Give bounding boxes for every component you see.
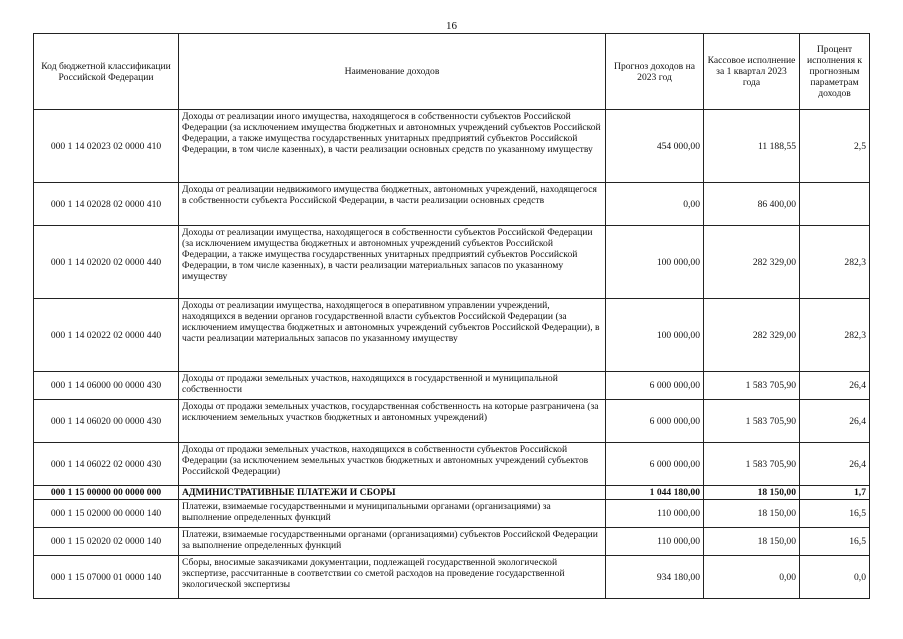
row-percent: 26,4 (800, 400, 870, 443)
row-code: 000 1 14 02022 02 0000 440 (34, 299, 179, 372)
row-forecast: 100 000,00 (606, 299, 704, 372)
row-forecast: 1 044 180,00 (606, 486, 704, 500)
row-actual: 18 150,00 (704, 528, 800, 556)
revenue-table (33, 33, 870, 599)
table-row (34, 299, 870, 372)
row-forecast: 454 000,00 (606, 110, 704, 183)
row-percent: 1,7 (800, 486, 870, 500)
row-percent: 282,3 (800, 226, 870, 299)
header-forecast: Прогноз доходов на 2023 год (606, 34, 704, 110)
row-percent: 0,0 (800, 556, 870, 599)
row-actual: 1 583 705,90 (704, 443, 800, 486)
row-name: АДМИНИСТРАТИВНЫЕ ПЛАТЕЖИ И СБОРЫ (179, 486, 606, 500)
table-row (34, 500, 870, 528)
row-percent (800, 183, 870, 226)
row-name: Доходы от реализации недвижимого имущества бюджетных, автономных учреждений, находящегося в собственности субъекта Российской Федерации, в части реализации основных средств (179, 183, 606, 226)
table-row (34, 528, 870, 556)
row-actual: 86 400,00 (704, 183, 800, 226)
row-name: Доходы от продажи земельных участков, находящихся в собственности субъектов Российской Федерации (за исключением земельных участков бюджетных и автономных учреждений субъектов Российской Федерации) (179, 443, 606, 486)
row-code: 000 1 14 06000 00 0000 430 (34, 372, 179, 400)
row-percent: 16,5 (800, 500, 870, 528)
row-forecast: 0,00 (606, 183, 704, 226)
row-code: 000 1 14 06020 00 0000 430 (34, 400, 179, 443)
row-actual: 282 329,00 (704, 299, 800, 372)
row-code: 000 1 15 00000 00 0000 000 (34, 486, 179, 500)
row-name: Платежи, взимаемые государственными и муниципальными органами (организациями) за выполнение определенных функций (179, 500, 606, 528)
row-actual: 11 188,55 (704, 110, 800, 183)
table-row (34, 183, 870, 226)
row-code: 000 1 15 02000 00 0000 140 (34, 500, 179, 528)
header-name: Наименование доходов (179, 34, 606, 110)
row-forecast: 6 000 000,00 (606, 372, 704, 400)
row-code: 000 1 14 02028 02 0000 410 (34, 183, 179, 226)
row-name: Доходы от продажи земельных участков, находящихся в государственной и муниципальной собственности (179, 372, 606, 400)
row-forecast: 100 000,00 (606, 226, 704, 299)
row-code: 000 1 15 02020 02 0000 140 (34, 528, 179, 556)
row-code: 000 1 14 02023 02 0000 410 (34, 110, 179, 183)
table-row (34, 110, 870, 183)
row-actual: 0,00 (704, 556, 800, 599)
row-name: Доходы от реализации имущества, находящегося в оперативном управлении учреждений, находящихся в ведении органов государственной власти субъектов Российской Федерации (за исключением имущества бюджетных и автономных учреждений субъектов Российской Федерации), в части реализации материальных запасов по указанному имуществу (179, 299, 606, 372)
row-name: Платежи, взимаемые государственными органами (организациями) субъектов Российской Федерации за выполнение определенных функций (179, 528, 606, 556)
row-percent: 26,4 (800, 372, 870, 400)
row-code: 000 1 14 06022 02 0000 430 (34, 443, 179, 486)
table-row (34, 226, 870, 299)
table-row (34, 400, 870, 443)
row-forecast: 110 000,00 (606, 500, 704, 528)
row-forecast: 6 000 000,00 (606, 400, 704, 443)
row-actual: 18 150,00 (704, 500, 800, 528)
row-forecast: 934 180,00 (606, 556, 704, 599)
row-actual: 282 329,00 (704, 226, 800, 299)
row-code: 000 1 15 07000 01 0000 140 (34, 556, 179, 599)
table-row (34, 372, 870, 400)
row-name: Доходы от реализации иного имущества, находящегося в собственности субъектов Российской Федерации (за исключением имущества бюджетных и автономных учреждений субъектов Российской Федерации, а также имущества государственных унитарных предприятий субъектов Российской Федерации, в том числе казенных), в части реализации основных средств по указанному имуществу (179, 110, 606, 183)
page-number: 16 (446, 20, 457, 32)
table-row (34, 556, 870, 599)
row-name: Доходы от продажи земельных участков, государственная собственность на которые разграничена (за исключением земельных участков бюджетных и автономных учреждений) (179, 400, 606, 443)
row-forecast: 110 000,00 (606, 528, 704, 556)
row-percent: 16,5 (800, 528, 870, 556)
table-row (34, 443, 870, 486)
row-name: Доходы от реализации имущества, находящегося в собственности субъектов Российской Федерации (за исключением имущества бюджетных и автономных учреждений субъектов Российской Федерации, а также имущества государственных унитарных предприятий субъектов Российской Федерации, в том числе казенных), в части реализации материальных запасов по указанному имуществу (179, 226, 606, 299)
header-actual: Кассовое исполнение за 1 квартал 2023 года (704, 34, 800, 110)
row-percent: 282,3 (800, 299, 870, 372)
row-actual: 1 583 705,90 (704, 400, 800, 443)
row-percent: 26,4 (800, 443, 870, 486)
row-actual: 18 150,00 (704, 486, 800, 500)
table-header-row (34, 34, 870, 110)
row-forecast: 6 000 000,00 (606, 443, 704, 486)
table-row (34, 486, 870, 500)
header-code: Код бюджетной классификации Российской Федерации (34, 34, 179, 110)
table-body (34, 110, 870, 599)
header-percent: Процент исполнения к прогнозным параметрам доходов (800, 34, 870, 110)
row-actual: 1 583 705,90 (704, 372, 800, 400)
row-percent: 2,5 (800, 110, 870, 183)
row-name: Сборы, вносимые заказчиками документации, подлежащей государственной экологической экспертизе, рассчитанные в соответствии со сметой расходов на проведение государственной экологической экспертизы (179, 556, 606, 599)
row-code: 000 1 14 02020 02 0000 440 (34, 226, 179, 299)
